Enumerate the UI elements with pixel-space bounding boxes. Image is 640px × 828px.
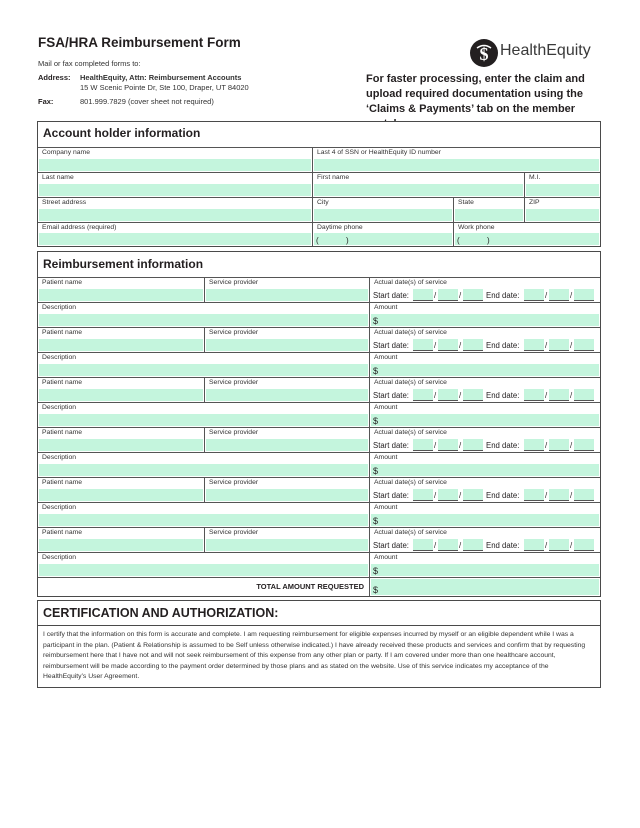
- end-day-box[interactable]: [549, 539, 569, 551]
- patient-name-field[interactable]: [38, 277, 205, 302]
- service-dates-field[interactable]: [370, 277, 600, 302]
- city-label: City: [317, 199, 329, 206]
- state-field[interactable]: [454, 197, 525, 222]
- start-month-box[interactable]: [413, 539, 433, 551]
- start-date-label: Start date:: [373, 391, 409, 400]
- mi-field[interactable]: [525, 172, 600, 197]
- end-year-box[interactable]: [574, 289, 594, 301]
- date-slash: /: [459, 341, 462, 350]
- service-dates-field-label: Actual date(s) of service: [374, 429, 447, 436]
- amount-field-label: Amount: [374, 454, 398, 461]
- work-phone-paren-close: ): [487, 236, 490, 245]
- zip-field[interactable]: [525, 197, 600, 222]
- dollar-sign: $: [373, 366, 379, 376]
- date-slash: /: [570, 491, 573, 500]
- date-slash: /: [434, 541, 437, 550]
- date-slash: /: [570, 441, 573, 450]
- ssn-field[interactable]: [313, 147, 600, 172]
- date-slash: /: [459, 291, 462, 300]
- amount-field-label: Amount: [374, 504, 398, 511]
- certification-section: [37, 600, 601, 688]
- reimbursement-section: [37, 251, 601, 597]
- state-label: State: [458, 199, 474, 206]
- date-slash: /: [570, 291, 573, 300]
- end-date-label: End date:: [486, 441, 520, 450]
- date-slash: /: [459, 391, 462, 400]
- service-provider-field[interactable]: [205, 427, 370, 452]
- end-date-label: End date:: [486, 491, 520, 500]
- patient-name-field-label: Patient name: [42, 329, 83, 336]
- dollar-sign: $: [373, 316, 379, 326]
- start-month-box[interactable]: [413, 389, 433, 401]
- city-field[interactable]: [313, 197, 454, 222]
- amount-field-label: Amount: [374, 304, 398, 311]
- end-day-box[interactable]: [549, 339, 569, 351]
- service-provider-field-label: Service provider: [209, 279, 259, 286]
- end-day-box[interactable]: [549, 489, 569, 501]
- first-name-field[interactable]: [313, 172, 525, 197]
- service-dates-field[interactable]: [370, 327, 600, 352]
- start-month-box[interactable]: [413, 339, 433, 351]
- end-month-box[interactable]: [524, 489, 544, 501]
- certification-text: I certify that the information on this form is accurate and complete. I am requesting reimbursement for eligible expenses incurred by myself or an eligible dependent while I was a participant in the plan. (Patient & Relationship is assumed to be Self unless otherwise indicated.) I have already received these products and services and confirm that by requesting reimbursement here that I have not and will not seek reimbursement of this expense from any other plan or party. If I am covered under more than one healthcare account, reimbursement will be made according to the payment order determined by those plans and as stated on the website. Use of this service indicates my acceptance of the HealthEquity’s User Agreement.: [43, 631, 586, 681]
- start-day-box[interactable]: [438, 289, 458, 301]
- address-label: Address:: [38, 73, 71, 82]
- total-label-cell: [38, 577, 370, 596]
- last-name-field[interactable]: [38, 172, 313, 197]
- start-day-box[interactable]: [438, 389, 458, 401]
- last-name-label: Last name: [42, 174, 74, 181]
- fax-label: Fax:: [38, 97, 54, 106]
- start-year-box[interactable]: [463, 339, 483, 351]
- amount-field[interactable]: [370, 502, 600, 527]
- mi-label: M.I.: [529, 174, 541, 181]
- service-dates-field-label: Actual date(s) of service: [374, 329, 447, 336]
- street-address-field[interactable]: [38, 197, 313, 222]
- amount-field[interactable]: [370, 302, 600, 327]
- start-day-box[interactable]: [438, 439, 458, 451]
- end-date-label: End date:: [486, 341, 520, 350]
- start-day-box[interactable]: [438, 539, 458, 551]
- date-slash: /: [545, 391, 548, 400]
- description-field-label: Description: [42, 454, 76, 461]
- amount-field[interactable]: [370, 402, 600, 427]
- end-date-label: End date:: [486, 541, 520, 550]
- service-provider-field-label: Service provider: [209, 429, 259, 436]
- patient-name-field[interactable]: [38, 527, 205, 552]
- amount-field[interactable]: [370, 352, 600, 377]
- service-dates-field[interactable]: [370, 427, 600, 452]
- date-slash: /: [570, 541, 573, 550]
- service-provider-field-label: Service provider: [209, 479, 259, 486]
- email-label: Email address (required): [42, 224, 117, 231]
- total-dollar-sign: $: [373, 585, 379, 595]
- start-month-box[interactable]: [413, 489, 433, 501]
- end-year-box[interactable]: [574, 389, 594, 401]
- date-slash: /: [570, 341, 573, 350]
- start-year-box[interactable]: [463, 289, 483, 301]
- service-dates-field[interactable]: [370, 527, 600, 552]
- total-amount-label: TOTAL AMOUNT REQUESTED: [256, 582, 364, 591]
- dollar-sign: $: [373, 416, 379, 426]
- end-year-box[interactable]: [574, 339, 594, 351]
- first-name-label: First name: [317, 174, 350, 181]
- amount-field-label: Amount: [374, 354, 398, 361]
- start-day-box[interactable]: [438, 489, 458, 501]
- work-phone-field[interactable]: [454, 222, 600, 246]
- end-date-label: End date:: [486, 391, 520, 400]
- company-name-field[interactable]: [38, 147, 313, 172]
- date-slash: /: [545, 291, 548, 300]
- address-line2: 15 W Scenic Pointe Dr, Ste 100, Draper, UT 84020: [80, 83, 249, 92]
- reimbursement-section-title: Reimbursement information: [43, 257, 204, 271]
- patient-name-field[interactable]: [38, 327, 205, 352]
- daytime-phone-label: Daytime phone: [317, 224, 363, 231]
- patient-name-field[interactable]: [38, 477, 205, 502]
- amount-field-label: Amount: [374, 554, 398, 561]
- service-dates-field-label: Actual date(s) of service: [374, 529, 447, 536]
- description-field-label: Description: [42, 404, 76, 411]
- start-year-box[interactable]: [463, 439, 483, 451]
- description-field-label: Description: [42, 504, 76, 511]
- description-field-label: Description: [42, 554, 76, 561]
- daytime-phone-paren-close: ): [346, 236, 349, 245]
- date-slash: /: [459, 541, 462, 550]
- start-date-label: Start date:: [373, 291, 409, 300]
- end-day-box[interactable]: [549, 289, 569, 301]
- start-year-box[interactable]: [463, 389, 483, 401]
- patient-name-field-label: Patient name: [42, 379, 83, 386]
- service-dates-field[interactable]: [370, 377, 600, 402]
- start-date-label: Start date:: [373, 341, 409, 350]
- service-provider-field[interactable]: [205, 377, 370, 402]
- healthequity-logo-icon: [469, 38, 499, 68]
- patient-name-field[interactable]: [38, 427, 205, 452]
- start-year-box[interactable]: [463, 539, 483, 551]
- amount-field-label: Amount: [374, 404, 398, 411]
- end-month-box[interactable]: [524, 289, 544, 301]
- service-provider-field[interactable]: [205, 527, 370, 552]
- service-dates-field-label: Actual date(s) of service: [374, 479, 447, 486]
- service-provider-field[interactable]: [205, 327, 370, 352]
- patient-name-field-label: Patient name: [42, 279, 83, 286]
- end-month-box[interactable]: [524, 539, 544, 551]
- start-date-label: Start date:: [373, 441, 409, 450]
- patient-name-field-label: Patient name: [42, 479, 83, 486]
- date-slash: /: [459, 491, 462, 500]
- end-year-box[interactable]: [574, 489, 594, 501]
- date-slash: /: [459, 441, 462, 450]
- zip-label: ZIP: [529, 199, 540, 206]
- start-month-box[interactable]: [413, 289, 433, 301]
- street-address-label: Street address: [42, 199, 87, 206]
- date-slash: /: [545, 441, 548, 450]
- start-date-label: Start date:: [373, 541, 409, 550]
- end-year-box[interactable]: [574, 539, 594, 551]
- end-day-box[interactable]: [549, 439, 569, 451]
- start-month-box[interactable]: [413, 439, 433, 451]
- service-provider-field-label: Service provider: [209, 379, 259, 386]
- description-field[interactable]: [38, 552, 370, 577]
- ssn-label: Last 4 of SSN or HealthEquity ID number: [317, 149, 441, 156]
- date-slash: /: [434, 291, 437, 300]
- service-provider-field[interactable]: [205, 277, 370, 302]
- account-holder-section: [37, 121, 601, 247]
- patient-name-field[interactable]: [38, 377, 205, 402]
- patient-name-field-label: Patient name: [42, 429, 83, 436]
- daytime-phone-field[interactable]: [313, 222, 454, 246]
- description-field[interactable]: [38, 302, 370, 327]
- date-slash: /: [545, 491, 548, 500]
- patient-name-field-label: Patient name: [42, 529, 83, 536]
- description-field[interactable]: [38, 352, 370, 377]
- start-day-box[interactable]: [438, 339, 458, 351]
- address-line1: HealthEquity, Attn: Reimbursement Accounts: [80, 73, 242, 82]
- dollar-sign: $: [373, 516, 379, 526]
- svg-text:$: $: [479, 44, 489, 64]
- fax-value: 801.999.7829 (cover sheet not required): [80, 97, 214, 106]
- daytime-phone-paren-open: (: [316, 236, 319, 245]
- total-amount-field[interactable]: [370, 577, 600, 596]
- mail-instruction: Mail or fax completed forms to:: [38, 59, 141, 68]
- start-year-box[interactable]: [463, 489, 483, 501]
- description-field[interactable]: [38, 402, 370, 427]
- description-field-label: Description: [42, 304, 76, 311]
- date-slash: /: [434, 441, 437, 450]
- amount-field[interactable]: [370, 552, 600, 577]
- service-dates-field-label: Actual date(s) of service: [374, 379, 447, 386]
- certification-title: CERTIFICATION AND AUTHORIZATION:: [43, 606, 279, 620]
- end-month-box[interactable]: [524, 339, 544, 351]
- end-year-box[interactable]: [574, 439, 594, 451]
- end-date-label: End date:: [486, 291, 520, 300]
- service-dates-field[interactable]: [370, 477, 600, 502]
- dollar-sign: $: [373, 466, 379, 476]
- description-field[interactable]: [38, 502, 370, 527]
- service-dates-field-label: Actual date(s) of service: [374, 279, 447, 286]
- brand-name: HealthEquity: [500, 42, 591, 59]
- service-provider-field-label: Service provider: [209, 329, 259, 336]
- company-name-label: Company name: [42, 149, 90, 156]
- email-field[interactable]: [38, 222, 313, 246]
- work-phone-paren-open: (: [457, 236, 460, 245]
- service-provider-field-label: Service provider: [209, 529, 259, 536]
- service-provider-field[interactable]: [205, 477, 370, 502]
- description-field[interactable]: [38, 452, 370, 477]
- date-slash: /: [545, 341, 548, 350]
- date-slash: /: [570, 391, 573, 400]
- amount-field[interactable]: [370, 452, 600, 477]
- work-phone-label: Work phone: [458, 224, 495, 231]
- end-month-box[interactable]: [524, 389, 544, 401]
- end-day-box[interactable]: [549, 389, 569, 401]
- date-slash: /: [545, 541, 548, 550]
- date-slash: /: [434, 341, 437, 350]
- date-slash: /: [434, 491, 437, 500]
- form-title: FSA/HRA Reimbursement Form: [38, 35, 241, 50]
- start-date-label: Start date:: [373, 491, 409, 500]
- description-field-label: Description: [42, 354, 76, 361]
- date-slash: /: [434, 391, 437, 400]
- end-month-box[interactable]: [524, 439, 544, 451]
- portal-tagline: For faster processing, enter the claim and upload required documentation using the ‘Claims & Payments’ tab on the member: [366, 73, 585, 115]
- dollar-sign: $: [373, 566, 379, 576]
- account-section-title: Account holder information: [43, 126, 201, 140]
